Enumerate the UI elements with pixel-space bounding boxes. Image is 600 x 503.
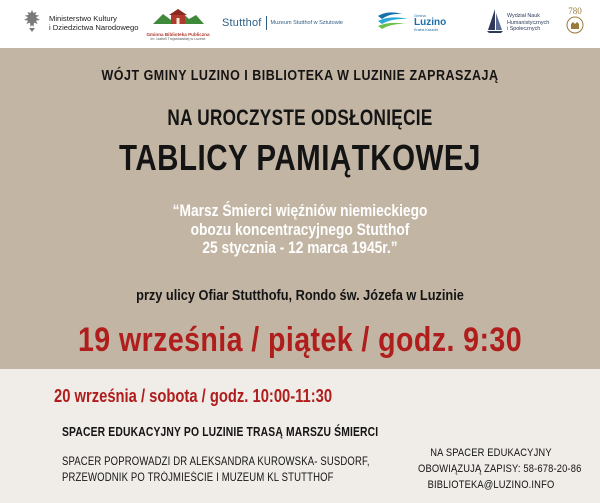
stutthof-museum-name: Muzeum Stutthof w Sztutowie [270, 20, 343, 26]
registration-line: NA SPACER EDUKACYJNY [430, 447, 552, 459]
crest-icon [566, 16, 584, 39]
faculty-logo [486, 6, 560, 40]
ministry-logo [20, 6, 140, 40]
registration-info [402, 445, 580, 493]
event-location: przy ulicy Ofiar Stutthofu, Rondo św. Józefa w Luzinie [136, 287, 464, 304]
partner-logo-bar [0, 0, 600, 48]
anniversary-logo [560, 6, 590, 40]
registration-phone: OBOWIĄZUJĄ ZAPISY: 58-678-20-86 [418, 463, 582, 475]
library-building-icon [149, 6, 207, 31]
occasion-heading: NA UROCZYSTE ODSŁONIĘCIE [167, 105, 433, 130]
plaque-quote [0, 202, 600, 258]
stutthof-name: Stutthof [222, 17, 262, 29]
eagle-emblem-icon [20, 8, 44, 39]
library-logo [146, 6, 210, 40]
sail-icon [486, 8, 504, 39]
library-subtitle: im. Izabeli Trojanowskiej w Luzinie [150, 36, 206, 41]
walk-title: SPACER EDUKACYJNY PO LUZINIE TRASĄ MARSZU ŚMIERCI [62, 425, 379, 439]
quote-line: “Marsz Śmierci więźniów niemieckiego [172, 202, 428, 220]
faculty-name: Wydział Nauk Humanistycznych i Społecznych [507, 13, 550, 33]
luzino-waves-icon [376, 10, 412, 37]
walk-info-panel [0, 369, 600, 503]
luzino-name: Luzino [414, 17, 447, 28]
registration-email: BIBLIOTEKA@LUZINO.INFO [427, 479, 555, 491]
plaque-title: TABLICY PAMIĄTKOWEJ [119, 137, 481, 178]
walk-event-date: 20 września / sobota / godz. 10:00-11:30 [54, 386, 333, 406]
library-name: Gminna Biblioteka Publiczna [146, 31, 210, 37]
quote-line: obozu koncentracyjnego Stutthof [190, 220, 410, 239]
ministry-name: Ministerstwo Kultury i Dziedzictwa Narodowego [49, 14, 139, 32]
main-invitation-panel [0, 48, 600, 369]
walk-guide-line: SPACER POPROWADZI DR ALEKSANDRA KUROWSKA- SUSDORF, [62, 455, 370, 468]
luzino-logo [376, 6, 458, 40]
stutthof-museum-logo [222, 6, 362, 40]
logo-divider [266, 16, 267, 30]
anniversary-number: 780 [568, 6, 582, 16]
luzino-subtitle: Kraina Kaszubi [414, 28, 439, 32]
organizers-heading: WÓJT GMINY LUZINO I BIBLIOTEKA W LUZINIE ZAPRASZAJĄ [101, 68, 499, 84]
luzino-small-label: Gmina [414, 13, 426, 18]
walk-guide-line: PRZEWODNIK PO TRÓJMIEŚCIE I MUZEUM KL STUTTHOF [62, 471, 334, 484]
main-event-date: 19 września / piątek / godz. 9:30 [77, 321, 522, 359]
quote-line: 25 stycznia - 12 marca 1945r.” [202, 239, 398, 257]
